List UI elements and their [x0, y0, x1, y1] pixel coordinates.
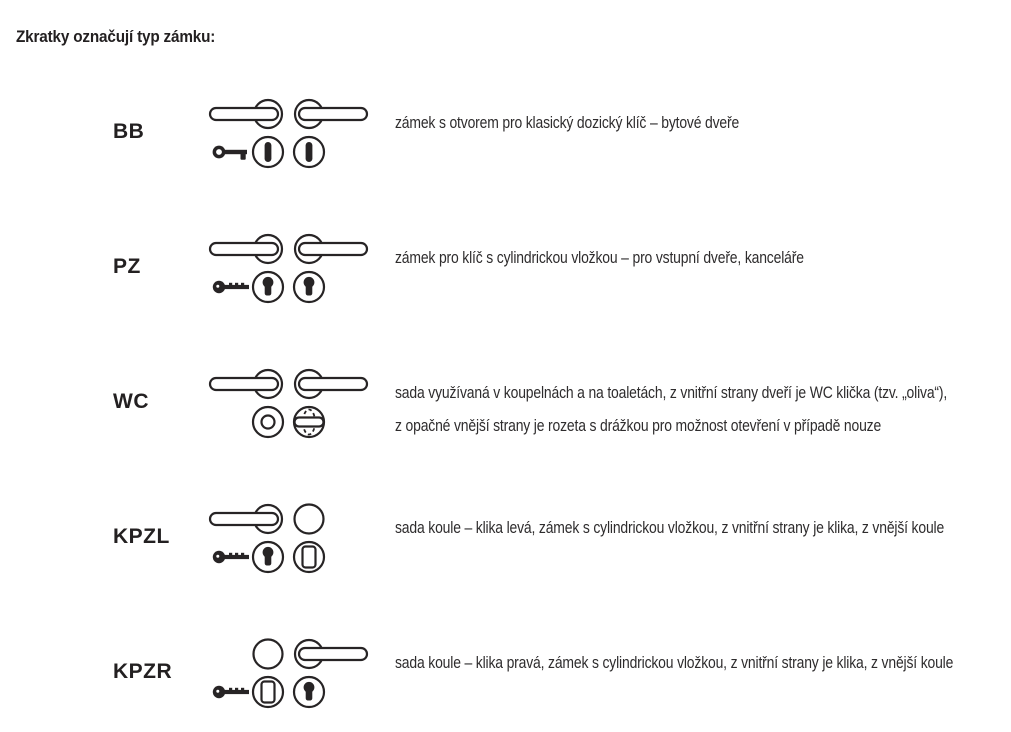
lever-handle-left-icon: [210, 100, 282, 128]
lock-type-row-kpzr: [0, 540, 1011, 683]
lock-code-label: BB: [113, 120, 145, 143]
description-line: z opačné vnější strany je rozeta s drážkou pro možnost otevření v případě nouze: [395, 416, 882, 435]
cylinder-rosette-icon: [294, 677, 324, 707]
lever-handle-right-icon: [295, 235, 367, 263]
page-title: Zkratky označují typ zámku:: [16, 27, 216, 46]
cylinder-key-icon: [213, 686, 249, 698]
lock-description: [395, 646, 1011, 679]
lock-type-row-kpzl: [0, 405, 1011, 548]
description-line: sada koule – klika pravá, zámek s cylindrickou vložkou, z vnitřní strany je klika, z vnější koule: [395, 653, 954, 672]
lock-code-label: KPZL: [113, 525, 170, 548]
lever-handle-left-icon: [210, 235, 282, 263]
lever-handle-right-icon: [295, 370, 367, 398]
description-line: sada využívaná v koupelnách a na toaletách, z vnitřní strany dveří je WC klička (tzv. „oliva“),: [395, 383, 948, 402]
lever-handle-left-icon: [210, 505, 282, 533]
description-line: zámek s otvorem pro klasický dozický klíč – bytové dveře: [395, 113, 740, 132]
kpzr-hardware-diagram: [205, 636, 375, 714]
round-knob-icon: [295, 505, 324, 534]
description-line: zámek pro klíč s cylindrickou vložkou – pro vstupní dveře, kanceláře: [395, 248, 804, 267]
round-knob-icon: [254, 640, 283, 669]
lever-handle-right-icon: [295, 640, 367, 668]
lever-handle-left-icon: [210, 370, 282, 398]
lock-type-row-bb: [0, 0, 1011, 143]
lock-type-row-wc: [0, 270, 1011, 435]
blind-rosette-icon: [253, 677, 283, 707]
lock-code-label: WC: [113, 390, 149, 413]
lock-code-label: KPZR: [113, 660, 173, 683]
lock-type-row-pz: [0, 135, 1011, 278]
description-line: sada koule – klika levá, zámek s cylindrickou vložkou, z vnitřní strany je klika, z vnější koule: [395, 518, 945, 537]
lever-handle-right-icon: [295, 100, 367, 128]
lock-code-label: PZ: [113, 255, 141, 278]
